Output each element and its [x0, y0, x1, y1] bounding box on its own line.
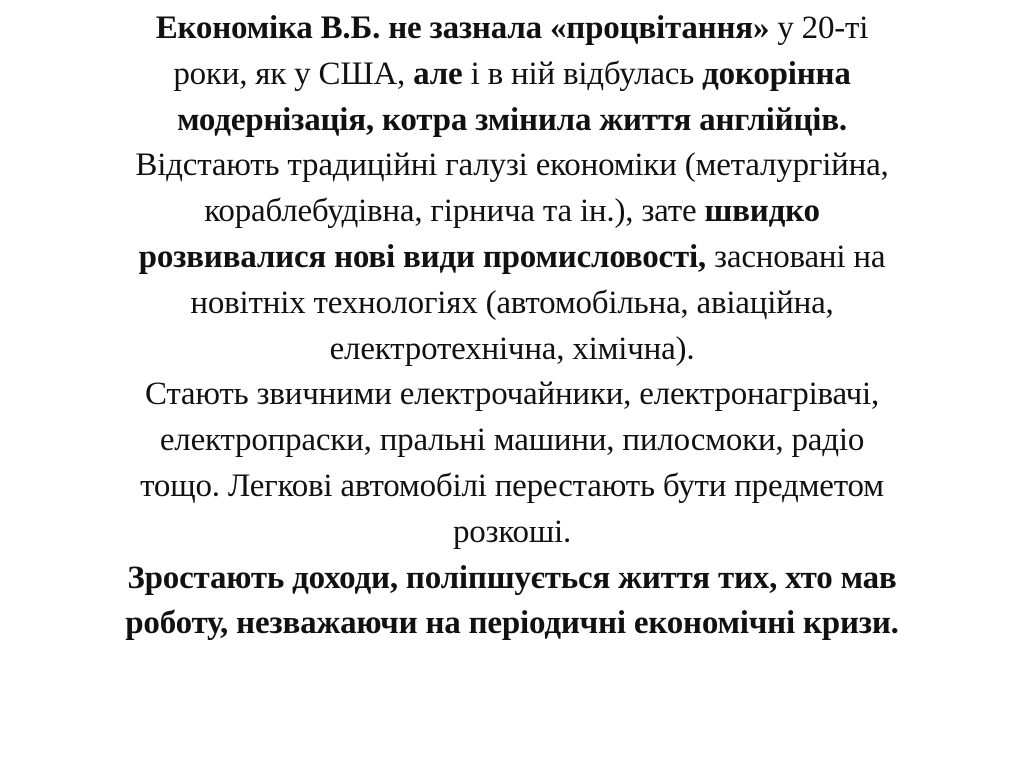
paragraph-3-line-1: Стають звичними електрочайники, електронагрівачі,: [144, 376, 880, 413]
regular-text: засновані на: [705, 238, 886, 275]
regular-text: роки, як у США,: [173, 55, 414, 92]
bold-text: розвивалися нові види промисловості,: [138, 238, 706, 275]
regular-text: і в ній відбулась: [462, 55, 703, 92]
paragraph-2-line-3: [28, 235, 996, 281]
paragraph-2-line-5: електротехнічна, хімічна).: [329, 330, 695, 367]
paragraph-2-line-2: [28, 189, 996, 235]
regular-text: у 20-ті: [769, 10, 869, 46]
paragraph-3-line-4: розкоші.: [452, 513, 572, 550]
paragraph-1-line-3: модернізація, котра змінила життя англійців.: [177, 101, 847, 138]
paragraph-1-line-2: [28, 52, 996, 98]
paragraph-1-line-1: [28, 6, 996, 52]
bold-text: Економіка В.Б. не зазнала «процвітання»: [155, 10, 770, 46]
bold-text: але: [413, 55, 463, 92]
bold-text: швидко: [704, 193, 820, 230]
paragraph-3-line-3: тощо. Легкові автомобілі перестають бути предметом: [140, 467, 884, 504]
regular-text: кораблебудівна, гірнича та ін.), зате: [204, 193, 705, 230]
slide-text-block: [28, 6, 996, 647]
bold-text: докорінна: [702, 55, 851, 92]
paragraph-3-line-2: електропраски, пральні машини, пилосмоки, радіо: [159, 422, 865, 459]
paragraph-2-line-1: Відстають традиційні галузі економіки (металургійна,: [135, 147, 889, 184]
paragraph-2-line-4: новітніх технологіях (автомобільна, авіаційна,: [190, 284, 834, 321]
paragraph-4-line-1: Зростають доходи, поліпшується життя тих, хто мав: [127, 559, 897, 596]
paragraph-4-line-2: роботу, незважаючи на періодичні економічні кризи.: [125, 605, 899, 642]
